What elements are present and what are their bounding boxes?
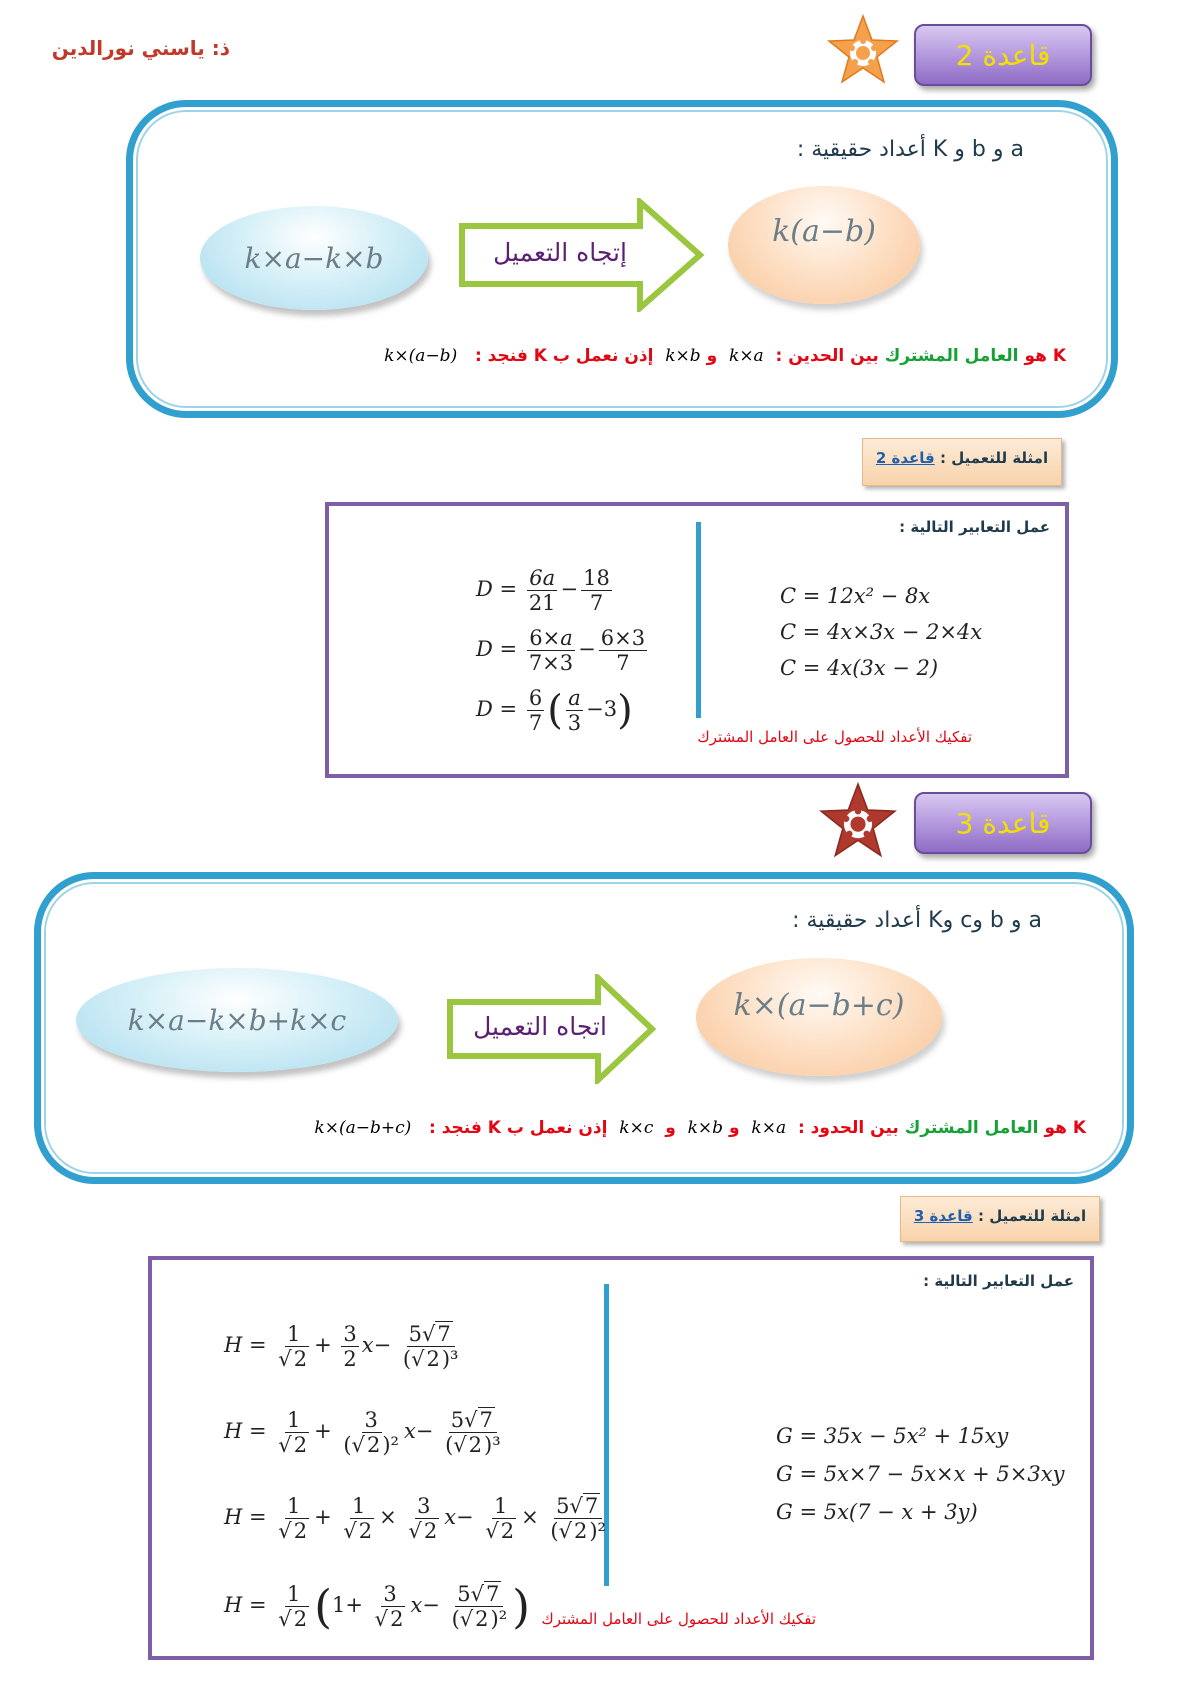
text-segment: فنجد :	[474, 346, 528, 366]
term-kc: k×c	[619, 1118, 654, 1138]
common-factor-text: العامل المشترك	[884, 346, 1019, 366]
h-eq-1: H = $\frac{1}{√2}$ + $\frac{3}{2}$ x− $\frac{5√7}{\text{(√2)³}}$	[224, 1322, 459, 1372]
text-segment: هو	[1044, 1118, 1067, 1138]
term-ka: k×a	[751, 1118, 787, 1138]
c-eq-3: C = 4x(3x − 2)	[780, 656, 939, 680]
rule-link[interactable]: قاعدة 2	[875, 449, 935, 467]
rule3-left-expr: k×a−k×b+k×c	[127, 1003, 347, 1037]
rule3-intro: a و b وc وK أعداد حقيقية :	[792, 908, 1042, 933]
examples-prefix: امثلة للتعميل :	[939, 449, 1049, 467]
rule2-left-ellipse	[200, 206, 428, 310]
rule3-right-expr: k×(a−b+c)	[733, 988, 905, 1023]
term-ka: k×a	[729, 346, 764, 366]
c-eq-1: C = 12x² − 8x	[780, 584, 931, 608]
k-symbol: K	[1072, 1118, 1086, 1138]
examples2-label	[862, 438, 1062, 486]
rule3-left-ellipse	[76, 968, 398, 1072]
rule2-result: k×(a−b)	[384, 346, 458, 366]
term-kb: k×b	[687, 1118, 724, 1138]
text-segment: إذن نعمل ب	[552, 346, 654, 366]
examples2-note: تفكيك الأعداد للحصول على العامل المشترك	[697, 728, 972, 746]
h-eq-2: H = $\frac{1}{√2}$ + $\frac{3}{\text{(√2)²}}$ x− $\frac{5√7}{\text{(√2)³}}$	[224, 1408, 501, 1458]
examples3-note: تفكيك الأعداد للحصول على العامل المشترك	[541, 1610, 816, 1628]
rule-link[interactable]: قاعدة 3	[913, 1207, 973, 1225]
rule3-arrow-label: اتجاه التعميل	[473, 1012, 607, 1041]
text-segment: بين الحدود :	[797, 1118, 899, 1138]
c-eq-2: C = 4x×3x − 2×4x	[780, 620, 983, 644]
author-name: ذ: ياسني نورالدين	[51, 36, 230, 60]
common-factor-text: العامل المشترك	[904, 1118, 1039, 1138]
examples2-title: عمل التعابير التالية :	[899, 518, 1050, 536]
g-eq-3: G = 5x(7 − x + 3y)	[776, 1500, 978, 1524]
rule2-intro: a و b و K أعداد حقيقية :	[796, 137, 1024, 162]
rule3-result: k×(a−b+c)	[314, 1118, 412, 1138]
d-eq-3: D = $\frac{6}{7}$ ( $\frac{a}{3}$ −3)	[476, 686, 633, 736]
k-symbol: K	[1052, 346, 1066, 366]
h-eq-3: H = $\frac{1}{√2}$ + $\frac{1}{√2}$ × $\frac{3}{√2}$ x− $\frac{1}{√2}$ × $\frac{5√7}{\text{(√2)²}}$	[224, 1494, 606, 1544]
text-segment: إذن نعمل ب	[506, 1118, 608, 1138]
d-eq-2: D = $\frac{6\times a}{7\times 3}$ − $\frac{6\times 3}{7}$	[476, 626, 646, 676]
rule3-right-ellipse	[696, 958, 942, 1076]
g-eq-2: G = 5x×7 − 5x×x + 5×3xy	[776, 1462, 1065, 1486]
rule2-badge: قاعدة 2	[914, 24, 1092, 86]
orange-star-icon	[826, 14, 900, 88]
k-symbol: K	[533, 346, 547, 366]
examples-prefix: امثلة للتعميل :	[977, 1207, 1087, 1225]
text-segment: هو	[1024, 346, 1047, 366]
rule3-badge: قاعدة 3	[914, 792, 1092, 854]
rule2-left-expr: k×a−k×b	[244, 241, 384, 275]
rule2-arrow-label: إتجاه التعميل	[493, 238, 627, 267]
text-segment: فنجد :	[429, 1118, 482, 1138]
rule2-statement	[320, 346, 1066, 366]
rule3-statement	[230, 1118, 1086, 1138]
k-symbol: K	[487, 1118, 501, 1138]
red-star-icon	[818, 782, 898, 862]
d-eq-1: D = $\frac{6a}{21}$ − $\frac{18}{7}$	[476, 566, 610, 616]
rule2-right-expr: k(a−b)	[772, 214, 876, 249]
examples3-title: عمل التعابير التالية :	[923, 1272, 1074, 1290]
g-eq-1: G = 35x − 5x² + 15xy	[776, 1424, 1009, 1448]
text-segment: بين الحدين :	[775, 346, 879, 366]
term-kb: k×b	[665, 346, 701, 366]
text-segment: و	[706, 346, 718, 366]
h-eq-4: H = $\frac{1}{√2}$ (1+ $\frac{3}{√2}$ x− $\frac{5√7}{\text{(√2)²}}$ )	[224, 1579, 531, 1634]
rule2-right-ellipse	[728, 186, 920, 304]
text-segment: و	[728, 1118, 740, 1138]
separator	[696, 522, 701, 718]
examples3-label	[900, 1196, 1100, 1242]
text-segment: و	[665, 1118, 676, 1138]
